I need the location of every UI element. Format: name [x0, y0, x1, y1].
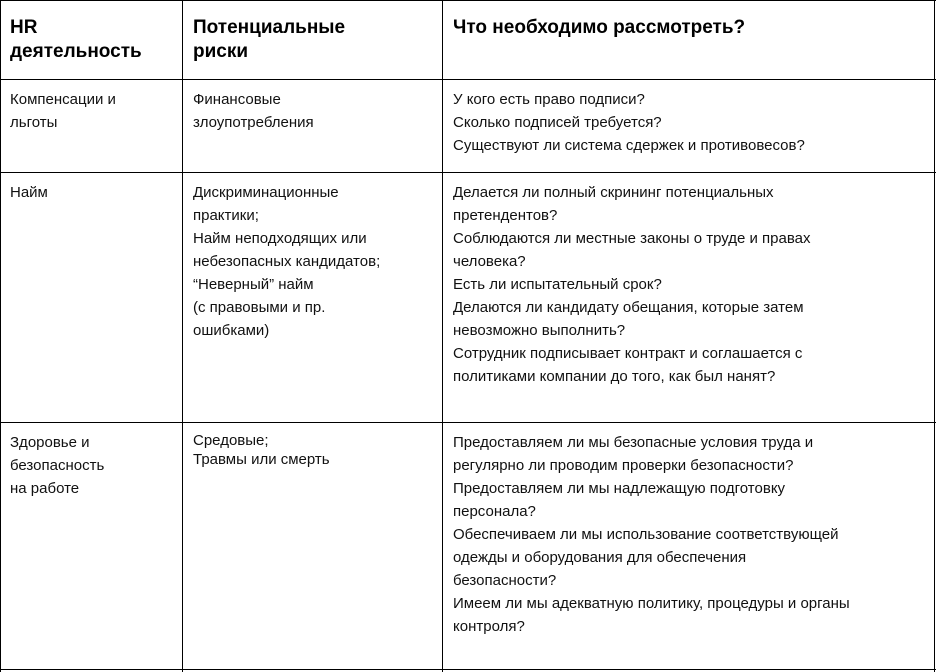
cell-line: невозможно выполнить?	[453, 322, 626, 339]
cell-line: злоупотребления	[193, 114, 314, 131]
header-line: деятельность	[10, 41, 142, 62]
cell-line: одежды и оборудования для обеспечения	[453, 549, 747, 566]
row-3-risks	[193, 431, 438, 469]
cell-line: Делается ли полный скрининг потенциальных	[453, 184, 774, 201]
row-divider	[0, 0, 936, 1]
cell-line: Сколько подписей требуется?	[453, 114, 662, 131]
cell-line: Финансовые	[193, 91, 281, 108]
row-divider	[0, 422, 936, 423]
header-considerations	[453, 16, 929, 40]
cell-line: контроля?	[453, 618, 525, 635]
cell-line: безопасность	[10, 457, 105, 474]
header-potential-risks	[193, 16, 433, 64]
cell-line: Травмы или смерть	[193, 451, 330, 468]
cell-line: У кого есть право подписи?	[453, 91, 645, 108]
column-divider	[182, 0, 183, 672]
row-1-risks	[193, 88, 438, 134]
column-divider	[0, 0, 1, 672]
cell-line: Обеспечиваем ли мы использование соответствующей	[453, 526, 839, 543]
cell-line: Средовые;	[193, 432, 269, 449]
cell-line: (с правовыми и пр.	[193, 299, 326, 316]
row-divider	[0, 669, 936, 670]
cell-line: Предоставляем ли мы надлежащую подготовку	[453, 480, 786, 497]
cell-line: практики;	[193, 207, 259, 224]
cell-line: льготы	[10, 114, 58, 131]
cell-line: Есть ли испытательный срок?	[453, 276, 662, 293]
cell-line: Компенсации и	[10, 91, 116, 108]
row-2-activity	[10, 181, 178, 204]
cell-line: Найм	[10, 184, 48, 201]
header-line: HR	[10, 17, 38, 38]
cell-line: Существуют ли система сдержек и противовесов?	[453, 137, 805, 154]
cell-line: Здоровье и	[10, 434, 90, 451]
header-hr-activity	[10, 16, 178, 64]
row-2-risks	[193, 181, 438, 342]
cell-line: Делаются ли кандидату обещания, которые затем	[453, 299, 804, 316]
cell-line: ошибками)	[193, 322, 270, 339]
row-divider	[0, 79, 936, 80]
cell-line: Имеем ли мы адекватную политику, процедуры и органы	[453, 595, 850, 612]
cell-line: претендентов?	[453, 207, 558, 224]
cell-line: безопасности?	[453, 572, 557, 589]
cell-line: Соблюдаются ли местные законы о труде и правах	[453, 230, 811, 247]
cell-line: Предоставляем ли мы безопасные условия труда и	[453, 434, 814, 451]
cell-line: политиками компании до того, как был нанят?	[453, 368, 776, 385]
cell-line: на работе	[10, 480, 80, 497]
column-divider	[934, 0, 935, 672]
row-divider	[0, 172, 936, 173]
cell-line: человека?	[453, 253, 526, 270]
row-1-considerations	[453, 88, 929, 157]
column-divider	[442, 0, 443, 672]
cell-line: Дискриминационные	[193, 184, 339, 201]
row-1-activity	[10, 88, 178, 134]
cell-line: Сотрудник подписывает контракт и соглашается с	[453, 345, 803, 362]
header-line: Что необходимо рассмотреть?	[453, 17, 746, 38]
row-3-considerations	[453, 431, 931, 638]
row-2-considerations	[453, 181, 929, 388]
header-line: Потенциальные	[193, 17, 346, 38]
cell-line: персонала?	[453, 503, 536, 520]
cell-line: регулярно ли проводим проверки безопасности?	[453, 457, 794, 474]
header-line: риски	[193, 41, 249, 62]
row-3-activity	[10, 431, 178, 500]
cell-line: небезопасных кандидатов;	[193, 253, 381, 270]
cell-line: Найм неподходящих или	[193, 230, 367, 247]
cell-line: “Неверный” найм	[193, 276, 314, 293]
